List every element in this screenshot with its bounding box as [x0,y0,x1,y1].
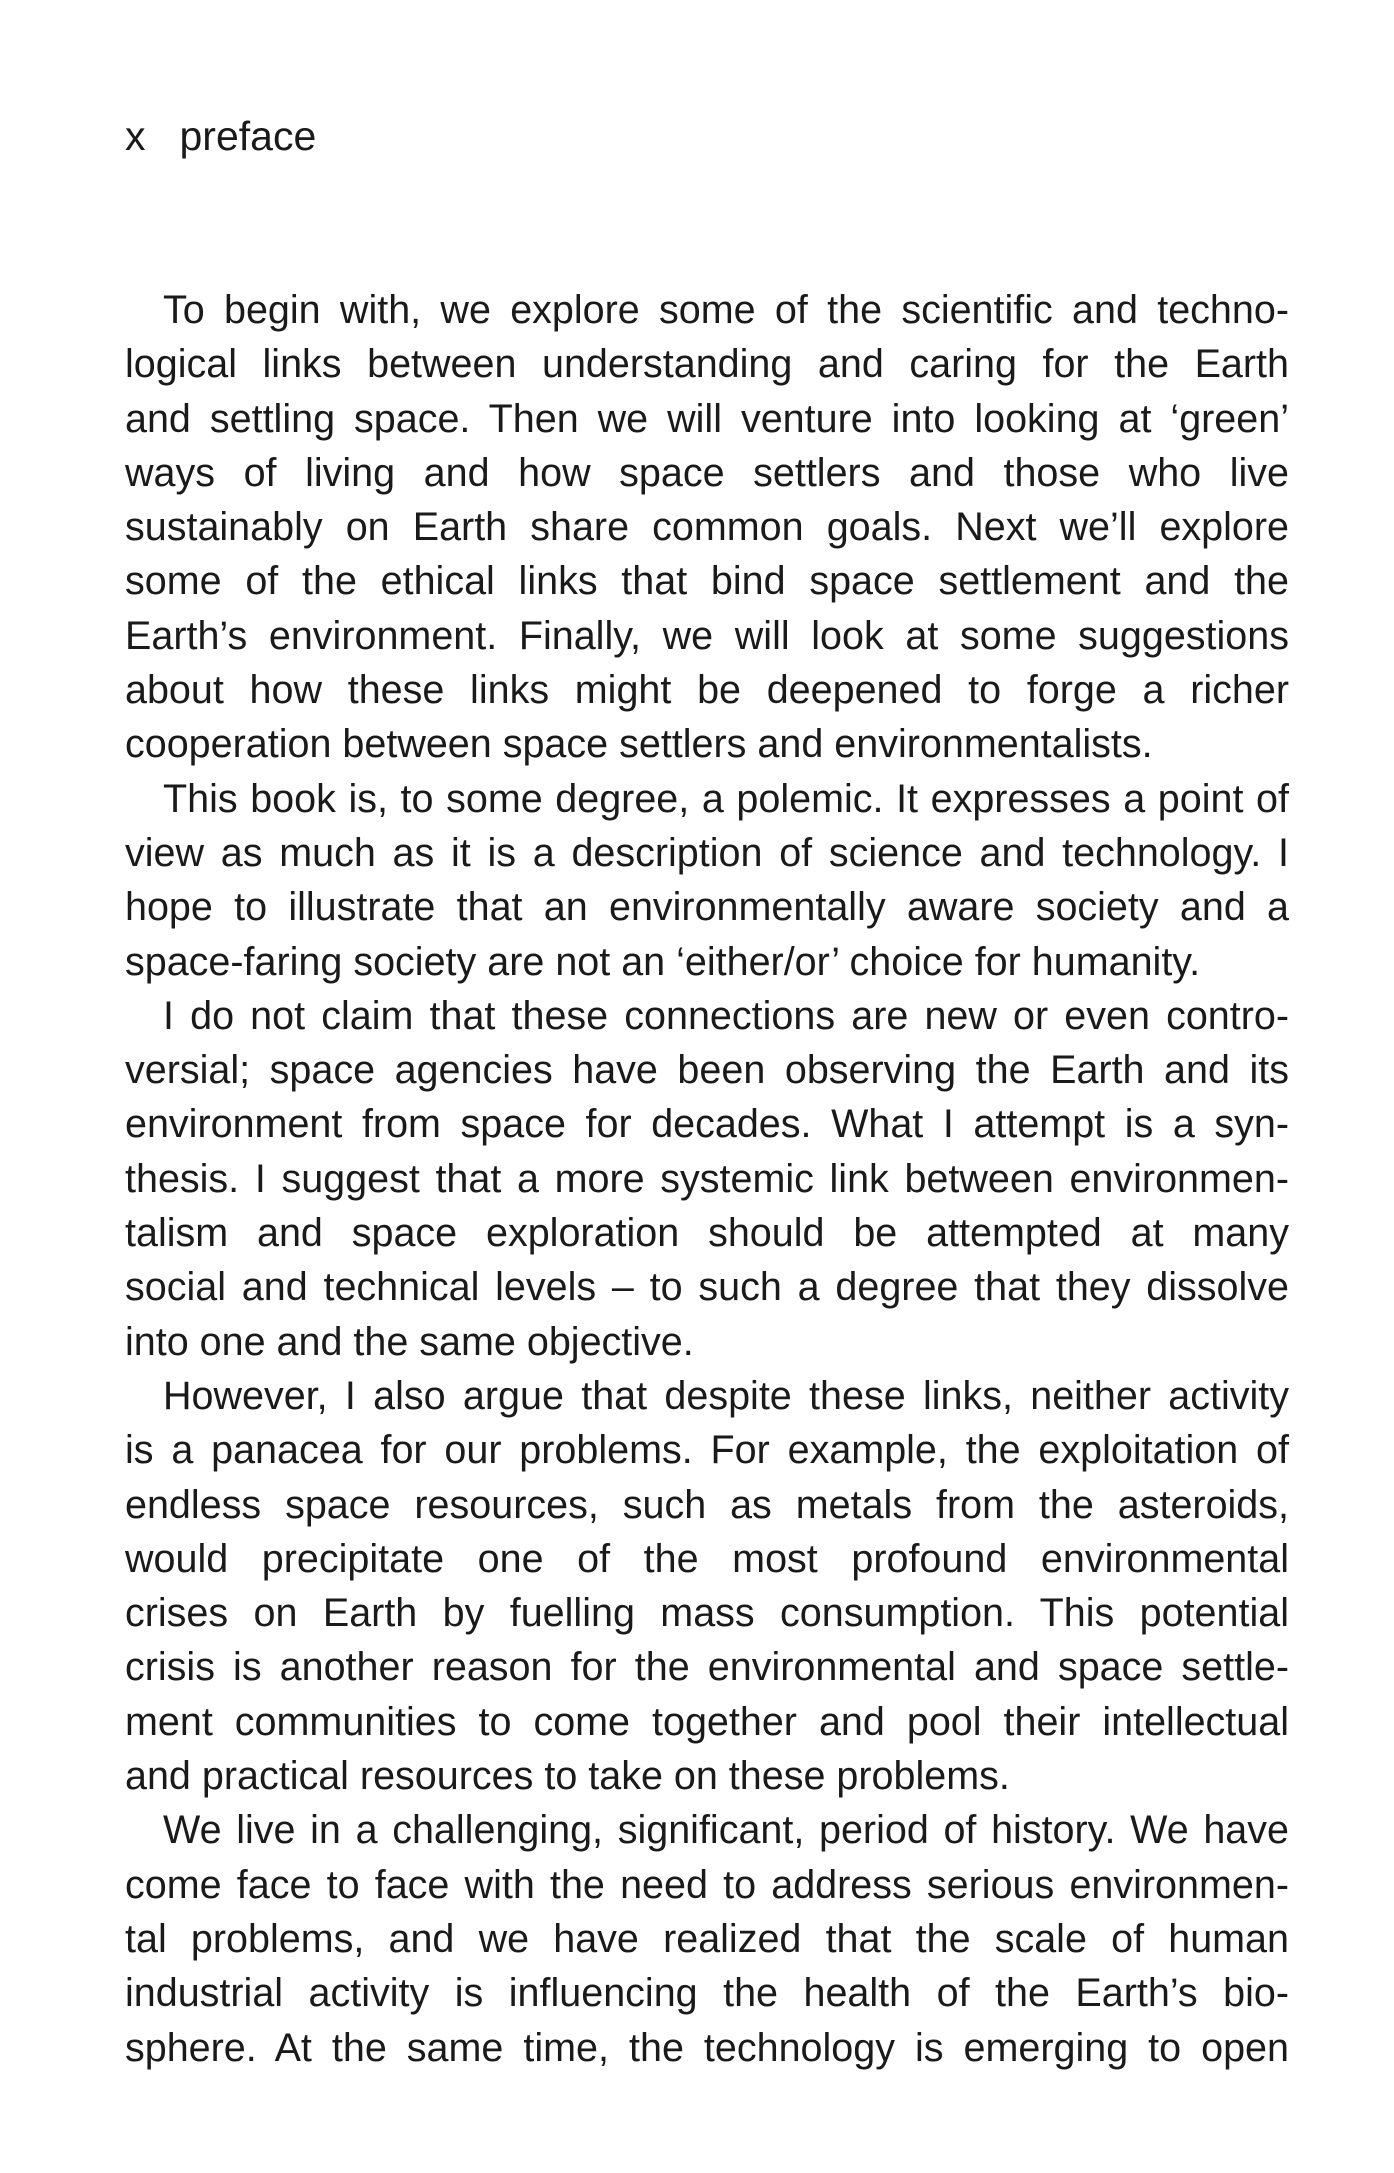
text-line: view as much as it is a description of science and technology. I [125,830,1289,875]
paragraph [125,1803,1289,2074]
paragraph [125,989,1289,1369]
text-line: endless space resources, such as metals from the asteroids, [125,1482,1289,1527]
text-line: some of the ethical links that bind space settlement and the [125,559,1289,604]
text-line: hope to illustrate that an environmentally aware society and a [125,885,1289,930]
text-line: versial; space agencies have been observing the Earth and its [125,1048,1289,1093]
text-line: We live in a challenging, significant, period of history. We have [163,1808,1289,1853]
running-head [125,112,316,160]
text-line: industrial activity is influencing the health of the Earth’s bio- [125,1971,1289,2016]
text-line: space-faring society are not an ‘either/or’ choice for humanity. [125,939,1201,984]
paragraph [125,283,1289,772]
text-line: Earth’s environment. Finally, we will look at some suggestions [125,613,1289,658]
text-line: talism and space exploration should be attempted at many [125,1211,1289,1256]
paragraph [125,1369,1289,1803]
text-line: social and technical levels – to such a degree that they dissolve [125,1265,1289,1310]
text-line: To begin with, we explore some of the scientific and techno- [163,288,1289,332]
page-number: x [125,113,146,159]
text-line: However, I also argue that despite these links, neither activity [163,1373,1289,1418]
text-line: crises on Earth by fuelling mass consumption. This potential [125,1591,1289,1636]
text-line: ment communities to come together and pool their intellectual [125,1699,1289,1744]
text-line: I do not claim that these connections are new or even contro- [163,993,1289,1038]
text-line: about how these links might be deepened to forge a richer [125,668,1289,713]
text-line: cooperation between space settlers and environmentalists. [125,722,1153,767]
text-line: into one and the same objective. [125,1319,694,1364]
text-line: tal problems, and we have realized that the scale of human [125,1916,1289,1961]
text-line: come face to face with the need to address serious environmen- [125,1862,1289,1907]
text-line: would precipitate one of the most profound environmental [125,1536,1289,1581]
text-line: ways of living and how space settlers and those who live [125,450,1289,495]
text-line: sphere. At the same time, the technology is emerging to open [125,2025,1289,2070]
text-line: thesis. I suggest that a more systemic link between environmen- [125,1156,1289,1201]
text-line: and practical resources to take on these problems. [125,1754,1010,1799]
text-line: environment from space for decades. What I attempt is a syn- [125,1102,1289,1147]
text-line: sustainably on Earth share common goals. Next we’ll explore [125,505,1289,550]
text-line: This book is, to some degree, a polemic. It expresses a point of [163,776,1289,821]
body-text [125,283,1289,2075]
paragraph [125,772,1289,989]
text-line: logical links between understanding and caring for the Earth [125,342,1289,387]
text-line: is a panacea for our problems. For example, the exploitation of [125,1428,1289,1473]
text-line: and settling space. Then we will venture into looking at ‘green’ [125,396,1289,441]
text-line: crisis is another reason for the environmental and space settle- [125,1645,1289,1690]
section-title: preface [179,113,317,159]
